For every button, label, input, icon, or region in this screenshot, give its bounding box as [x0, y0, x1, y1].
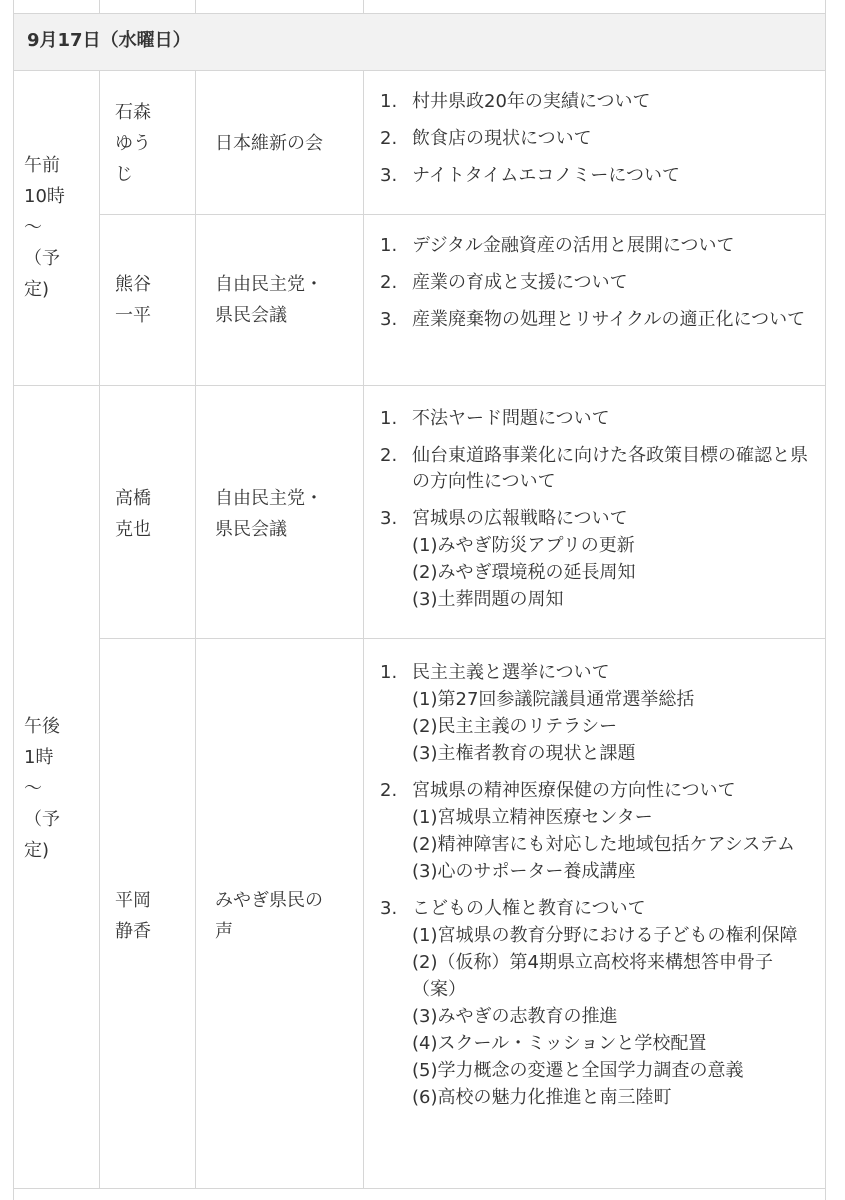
topic-item — [380, 89, 810, 115]
subtopic-item: (4)スクール・ミッションと学校配置 — [412, 1033, 707, 1054]
date-header: 9月17日（水曜日） — [27, 30, 191, 51]
topic-title: 産業廃棄物の処理とリサイクルの適正化について — [412, 309, 806, 330]
subtopic-item: (2)民主主義のリテラシー — [412, 716, 618, 737]
subtopic-item: (2)精神障害にも対応した地域包括ケアシステム — [412, 834, 795, 855]
topic-item — [380, 163, 810, 189]
topic-number: 3. — [380, 309, 398, 330]
topic-item — [380, 406, 810, 432]
topic-title: 飲食店の現状について — [412, 128, 592, 149]
topic-number: 1. — [380, 408, 398, 429]
topic-number: 2. — [380, 272, 398, 293]
topic-list — [380, 233, 810, 333]
topic-item — [380, 506, 810, 613]
speaker-party: 日本維新の会 — [215, 133, 323, 154]
subtopic-item: (3)土葬問題の周知 — [412, 589, 564, 610]
subtopic-item: (1)宮城県の教育分野における子どもの権利保障 — [412, 925, 798, 946]
topic-title: 不法ヤード問題について — [412, 408, 610, 429]
topic-item — [380, 660, 810, 767]
topic-number: 3. — [380, 165, 398, 186]
topic-number: 1. — [380, 91, 398, 112]
topic-number: 3. — [380, 898, 398, 919]
subtopic-item: (1)宮城県立精神医療センター — [412, 807, 653, 828]
subtopic-item: (1)みやぎ防災アプリの更新 — [412, 535, 635, 556]
speaker-name: 熊谷 一平 — [115, 274, 151, 326]
topic-number: 2. — [380, 780, 398, 801]
time-slot-afternoon: 午後 1時 〜 （予 定) — [24, 716, 60, 861]
subtopic-item: (5)学力概念の変遷と全国学力調査の意義 — [412, 1060, 744, 1081]
subtopic-item: (2)（仮称）第4期県立高校将来構想答申骨子（案） — [412, 952, 773, 1000]
topic-title: デジタル金融資産の活用と展開について — [412, 235, 735, 256]
topic-item — [380, 233, 810, 259]
topic-number: 1. — [380, 662, 398, 683]
time-slot-morning: 午前 10時 〜 （予 定) — [24, 155, 65, 300]
topic-list — [380, 89, 810, 189]
topic-title: 宮城県の広報戦略について — [412, 508, 628, 529]
topic-number: 2. — [380, 445, 398, 466]
subtopic-item: (3)みやぎの志教育の推進 — [412, 1006, 618, 1027]
subtopic-item: (6)高校の魅力化推進と南三陸町 — [412, 1087, 672, 1108]
speaker-party: みやぎ県民の 声 — [215, 890, 323, 942]
topic-title: ナイトタイムエコノミーについて — [412, 165, 681, 186]
subtopic-item: (1)第27回参議院議員通常選挙総括 — [412, 689, 695, 710]
topic-item — [380, 270, 810, 296]
topic-item — [380, 896, 810, 1111]
topic-item — [380, 307, 810, 333]
subtopic-item: (3)主権者教育の現状と課題 — [412, 743, 636, 764]
topic-number: 2. — [380, 128, 398, 149]
topic-list — [380, 406, 810, 613]
topic-number: 1. — [380, 235, 398, 256]
speaker-party: 自由民主党・ 県民会議 — [215, 488, 323, 540]
topic-list — [380, 660, 810, 1111]
subtopic-item: (2)みやぎ環境税の延長周知 — [412, 562, 636, 583]
speaker-name: 石森 ゆう じ — [115, 102, 151, 185]
topic-title: 民主主義と選挙について — [412, 662, 610, 683]
topic-item — [380, 443, 810, 495]
topic-title: 産業の育成と支援について — [412, 272, 628, 293]
topic-title: 宮城県の精神医療保健の方向性について — [412, 780, 736, 801]
speaker-party: 自由民主党・ 県民会議 — [215, 274, 323, 326]
subtopic-item: (3)心のサポーター養成講座 — [412, 861, 636, 882]
topic-title: 仙台東道路事業化に向けた各政策目標の確認と県の方向性について — [412, 445, 808, 492]
speaker-name: 高橋 克也 — [115, 488, 151, 540]
topic-title: 村井県政20年の実績について — [412, 91, 651, 112]
topic-item — [380, 778, 810, 885]
topic-title: こどもの人権と教育について — [412, 898, 646, 919]
topic-number: 3. — [380, 508, 398, 529]
topic-item — [380, 126, 810, 152]
speaker-name: 平岡 静香 — [115, 890, 151, 942]
